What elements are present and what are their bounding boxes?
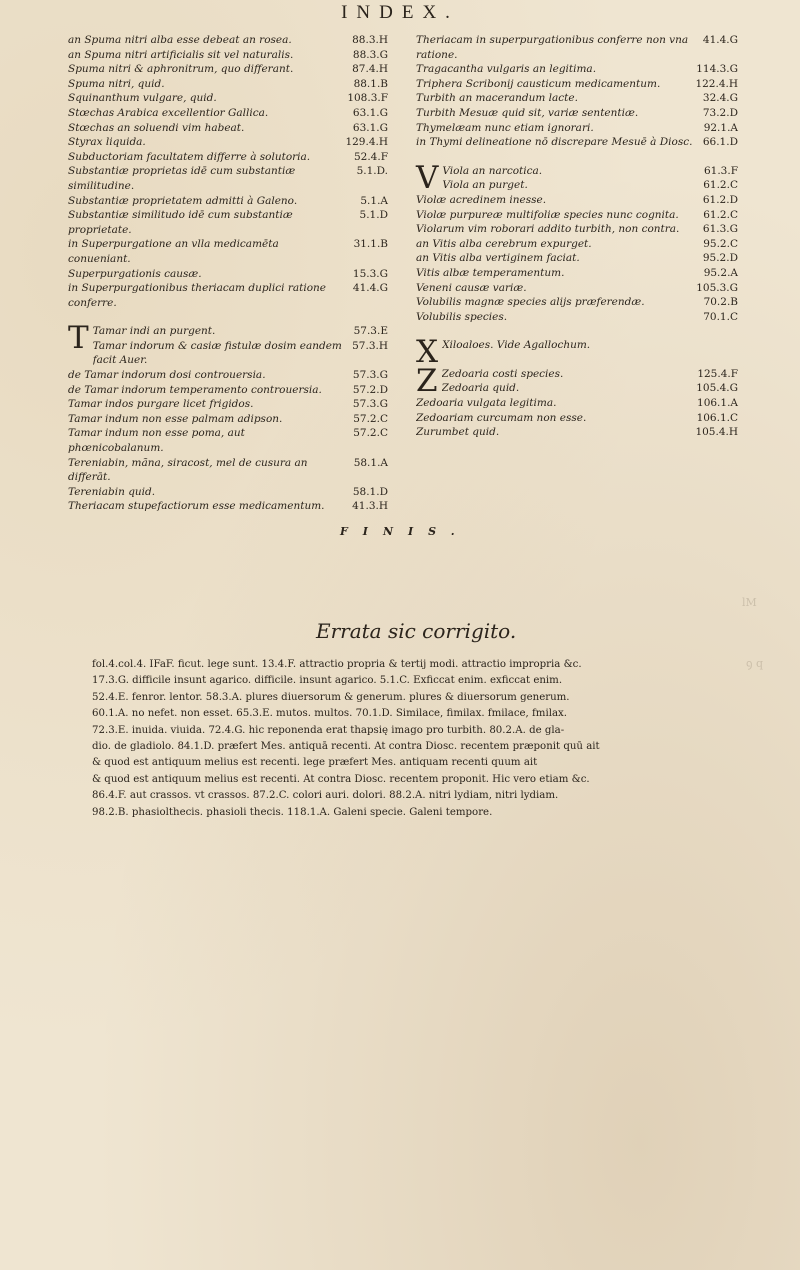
index-entry [68,499,388,514]
index-entry-reference: 57.3.H [352,339,388,352]
index-entry-text: Stœchas Arabica excellentior Gallica. [68,106,269,119]
index-entry [416,77,738,92]
index-entry-text: Spuma nitri, quid. [68,77,165,90]
index-entry [416,62,738,77]
drop-cap-initial: X [416,334,439,371]
index-entry-reference: 92.1.A [703,121,738,134]
index-entry-text: Theriacam in superpurgationibus conferre non vna ratione. [416,34,689,61]
index-entry-reference: 57.3.E [353,325,388,338]
index-entry-reference: 41.3.H [352,500,388,513]
index-entry-text: Zedoaria vulgata legitima. [416,397,557,410]
index-entry-reference: 114.3.G [696,63,738,76]
index-entry-text: Squinanthum vulgare, quid. [68,92,217,105]
index-entry-text: Tereniabin, mãna, siracost, mel de cusura an differāt. [68,456,308,484]
index-entry-text: Superpurgationis causæ. [68,267,202,280]
errata-line: 52.4.E. fenror. lentor. 58.3.A. plures diuersorum & generum. plures & diuersorum generum. [92,691,570,703]
index-entry [68,194,388,209]
index-entry-reference: 108.3.F [347,92,388,105]
index-entry [68,208,388,237]
index-entry [68,412,388,427]
index-entry-text: Substantiæ proprietas idē cum substantiæ similitudine. [68,165,296,192]
index-entry-text: an Vitis alba cerebrum expurget. [416,237,592,250]
index-entry-text: Substantiæ proprietatem admitti à Galeno. [68,194,298,207]
index-right-column [416,33,738,440]
index-entry-reference: 66.1.D [702,136,738,149]
errata-line: 17.3.G. difficile insunt agarico. difficile. insunt agarico. 5.1.C. Exficcat enim. exficcat enim. [92,675,563,687]
index-entry-text: Volubilis species. [416,310,508,323]
index-entry-reference: 95.2.D [702,252,738,265]
index-entry-text: Tamar indum non esse palmam adipson. [68,412,283,425]
index-entry [416,135,738,150]
index-entry-text: Zurumbet quid. [416,426,500,439]
index-entry-text: Vitis albæ temperamentum. [416,266,565,279]
index-entry [68,121,388,136]
errata-line: 86.4.F. aut crassos. vt crassos. 87.2.C. colori auri. dolori. 88.2.A. nitri lydiam, nitri lydiam. [92,790,559,802]
index-entry [416,208,738,223]
index-entry [68,48,388,63]
page-header: INDEX. [341,2,459,23]
index-entry [68,368,388,383]
index-entry-reference: 125.4.F [697,367,738,380]
index-entry [416,193,738,208]
index-entry-reference: 15.3.G [352,267,388,280]
index-entry [68,62,388,77]
index-entry [68,164,388,193]
index-entry [416,334,738,371]
index-entry-text: Zedoaria costi species. [441,367,564,380]
index-entry-text: Theriacam stupefactiorum esse medicamentum. [68,500,325,513]
index-entry-reference: 5.1.A [360,194,388,207]
index-entry-text: Tamar indum non esse poma, aut phœnicobalanum. [68,427,245,455]
index-entry-text: Viola an purget. [442,179,528,192]
index-entry-reference: 105.4.H [695,426,738,439]
index-entry [68,91,388,106]
letter-section-gap [416,324,738,338]
index-entry-text: Zedoariam curcumam non esse. [416,411,587,424]
index-entry-reference: 57.2.D [352,383,388,396]
errata-title: Errata sic corrigito. [316,619,517,643]
index-entry-reference: 5.1.D. [356,165,388,178]
errata-block [92,657,732,821]
index-left-column [68,33,388,514]
index-entry [416,396,738,411]
index-entry-text: Turbith an macerandum lacte. [416,92,578,105]
index-entry-reference: 63.1.G [352,121,388,134]
drop-cap-initial: T [68,320,89,357]
index-entry-reference: 61.2.C [703,208,738,221]
index-entry [68,281,388,310]
index-entry [416,251,738,266]
show-through-text: lM [742,596,757,609]
index-entry [68,397,388,412]
index-entry-text: Turbith Mesuæ quid sit, variæ sententiæ. [416,106,639,119]
index-entry-text: Tragacantha vulgaris an legitima. [416,63,597,76]
index-entry-reference: 105.3.G [696,281,738,294]
index-entry-text: Tereniabin quid. [68,485,156,498]
index-entry-reference: 88.3.H [352,34,388,46]
errata-line: fol.4.col.4. IFaF. ficut. lege sunt. 13.4.F. attractio propria & tertij modi. attractio impropria &c. [92,659,582,670]
index-entry-text: Substantiæ similitudo idē cum substantiæ proprietate. [68,209,293,236]
index-entry [416,295,738,310]
index-entry-reference: 63.1.G [352,106,388,119]
index-entry-text: Zedoaria quid. [441,382,520,395]
errata-line: dio. de gladiolo. 84.1.D. præfert Mes. antiquā recenti. At contra Diosc. recentem præponit quū ait [92,741,600,753]
index-entry-reference: 129.4.H [345,136,388,149]
index-entry [416,178,738,193]
index-entry [68,267,388,282]
index-entry-reference: 52.4.F [353,150,388,163]
index-entry-text: Xiloaloes. Vide Agallochum. [442,339,591,352]
index-entry [416,266,738,281]
index-entry-reference: 5.1.D [359,209,388,222]
index-entry [416,33,738,62]
index-entry-text: Violæ purpureæ multifoliæ species nunc cognita. [416,208,679,221]
index-entry [68,339,388,368]
index-entry-text: Tamar indorum & casiæ fistulæ dosim eandem facit Auer. [92,339,342,367]
index-entry [416,381,738,396]
index-entry-reference: 41.4.G [702,34,738,46]
letter-section-gap [416,150,738,164]
index-entry [416,237,738,252]
index-entry-reference: 106.1.A [697,397,738,410]
letter-section-gap [68,310,388,324]
index-entry-text: an Vitis alba vertiginem faciat. [416,252,580,265]
index-entry [68,106,388,121]
letter-section-gap [416,353,738,367]
index-entry-reference: 95.2.C [703,237,738,250]
index-entry-reference: 61.3.G [702,223,738,236]
index-entry [68,485,388,500]
index-entry-reference: 88.3.G [352,48,388,61]
index-entry-reference: 57.2.C [353,412,388,425]
index-entry-reference: 61.3.F [703,164,738,177]
index-entry-text: Violæ acredinem inesse. [416,193,547,206]
index-entry-reference: 70.2.B [703,296,738,309]
index-entry [416,91,738,106]
index-entry-text: Tamar indi an purgent. [92,325,216,338]
index-entry-reference: 122.4.H [695,77,738,90]
index-entry [416,411,738,426]
index-entry-reference: 105.4.G [696,382,738,395]
index-entry [416,106,738,121]
index-entry-reference: 61.2.D [702,193,738,206]
show-through-text: ꝯ q [746,657,763,670]
index-entry-text: in Superpurgationibus theriacam duplici ratione conferre. [68,282,327,309]
index-entry [68,77,388,92]
index-entry-text: Spuma nitri & aphronitrum, quo differant. [68,63,294,76]
index-entry [416,425,738,440]
errata-line: 60.1.A. no nefet. non esset. 65.3.E. mutos. multos. 70.1.D. Similace, fimilax. fmilace, fmilax. [92,708,568,720]
index-entry-text: an Spuma nitri alba esse debeat an rosea. [68,34,292,46]
drop-cap-initial: V [416,159,439,196]
index-entry-reference: 87.4.H [352,63,388,76]
index-entry [416,121,738,136]
index-entry-reference: 58.1.A [353,456,388,469]
index-entry-reference: 58.1.D [352,485,388,498]
index-entry [68,135,388,150]
index-entry-text: de Tamar indorum dosi controuersia. [68,369,266,382]
index-entry-text: Tamar indos purgare licet frigidos. [68,398,254,411]
index-entry-text: Viola an narcotica. [442,164,543,177]
index-entry-text: an Spuma nitri artificialis sit vel naturalis. [68,48,294,61]
index-entry-text: de Tamar indorum temperamento controuersia. [68,383,322,396]
index-entry-text: Violarum vim roborari addito turbith, non contra. [416,223,680,236]
index-entry-reference: 95.2.A [703,266,738,279]
index-entry [68,33,388,48]
errata-line: 98.2.B. phasiolthecis. phasioli thecis. 118.1.A. Galeni specie. Galeni tempore. [92,806,493,818]
index-entry-reference: 31.1.B [353,238,388,251]
index-entry-reference: 57.3.G [352,369,388,382]
index-entry-text: Thymelæam nunc etiam ignorari. [416,121,594,134]
index-entry-text: Veneni causæ variæ. [416,281,527,294]
index-entry-reference: 106.1.C [696,411,738,424]
index-entry [416,281,738,296]
index-entry [416,310,738,325]
index-entry [68,426,388,455]
index-entry-reference: 88.1.B [353,77,388,90]
index-entry-reference: 70.1.C [703,310,738,323]
index-entry-reference: 57.3.G [352,398,388,411]
drop-cap-initial: Z [416,362,438,399]
index-entry-text: in Thymi delineatione nō discrepare Mesuē à Diosc. [416,136,693,149]
index-entry [68,237,388,266]
index-entry-reference: 61.2.C [703,179,738,192]
index-entry [416,222,738,237]
index-entry-text: Subductoriam facultatem differre à solutoria. [68,150,311,163]
finis-mark: FINIS. [340,525,470,538]
errata-line: & quod est antiquum melius est recenti. At contra Diosc. recentem proponit. Hic vero etiam &c. [92,773,590,785]
index-entry-text: in Superpurgatione an vlla medicamēta conueniant. [68,238,279,265]
index-entry-reference: 32.4.G [702,92,738,105]
index-entry-reference: 41.4.G [352,282,388,295]
errata-line: 72.3.E. inuida. viuida. 72.4.G. hic reponenda erat thapsię imago pro turbith. 80.2.A. de gla- [92,724,565,736]
index-entry-text: Stœchas an soluendi vim habeat. [68,121,245,134]
index-entry [68,150,388,165]
index-entry-reference: 73.2.D [702,106,738,119]
index-entry [68,456,388,485]
index-entry-text: Styrax liquida. [68,136,146,149]
index-entry-reference: 57.2.C [353,427,388,440]
index-entry [68,383,388,398]
errata-line: & quod est antiquum melius est recenti. lege præfert Mes. antiquam recenti quum ait [92,757,538,769]
index-entry-text: Volubilis magnæ species alijs præferendæ. [416,296,645,309]
index-entry-text: Triphera Scribonij causticum medicamentum. [416,77,661,90]
